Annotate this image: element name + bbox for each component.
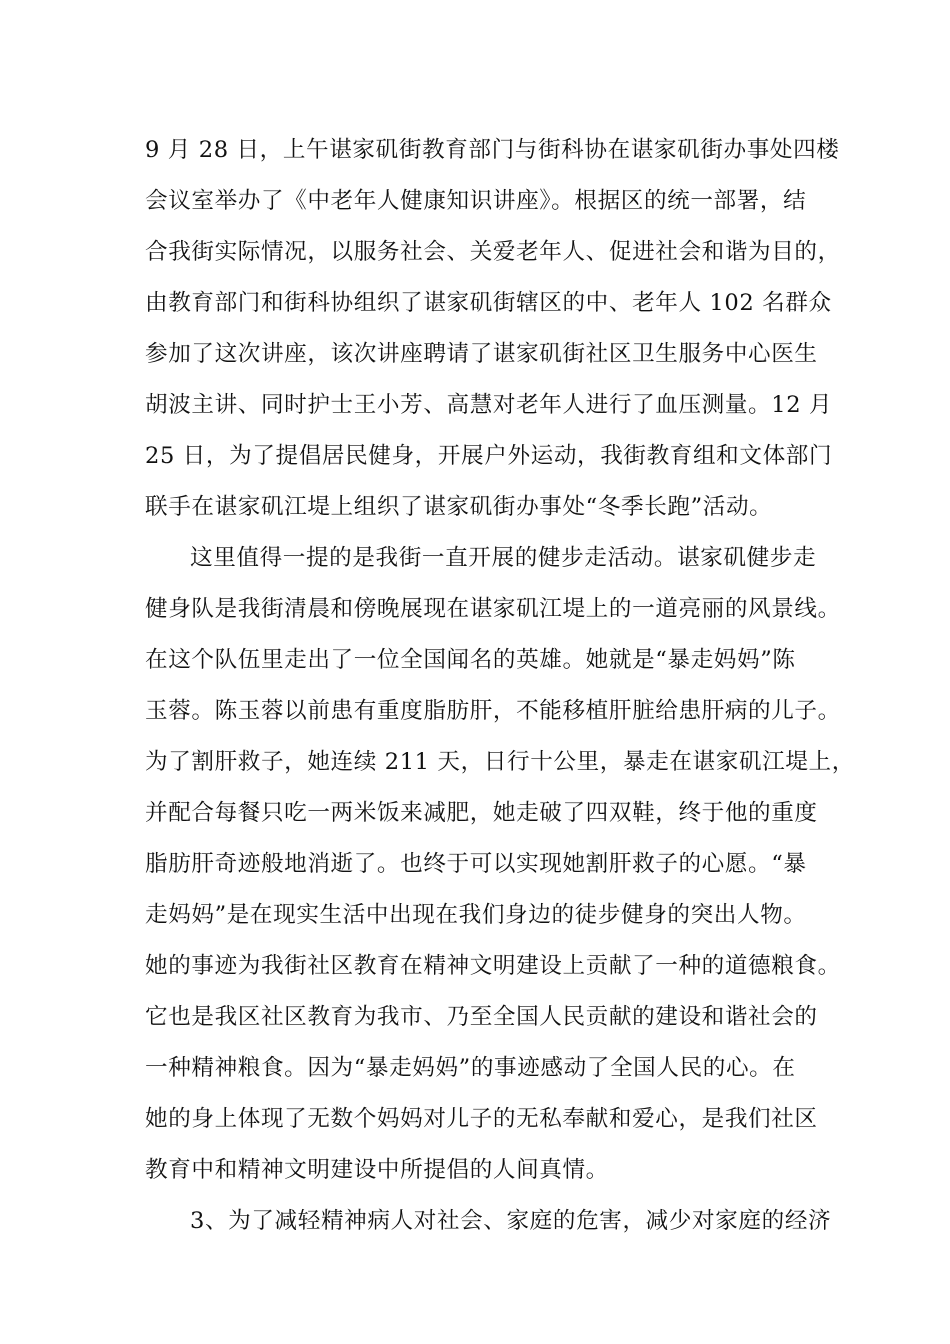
text-line: 一种精神粮食。因为“暴走妈妈”的事迹感动了全国人民的心。在 [145, 1055, 796, 1081]
paragraph-first-line: 3、为了减轻精神病人对社会、家庭的危害，减少对家庭的经济 [190, 1208, 832, 1234]
text-line: 并配合每餐只吃一两米饭来减肥，她走破了四双鞋，终于他的重度 [145, 800, 818, 826]
paragraph-first-line: 这里值得一提的是我街一直开展的健步走活动。谌家矶健步走 [190, 545, 817, 571]
text-line: 胡波主讲、同时护士王小芳、高慧对老年人进行了血压测量。12 月 [145, 392, 833, 418]
text-line: 参加了这次讲座，该次讲座聘请了谌家矶街社区卫生服务中心医生 [145, 341, 818, 367]
text-line: 由教育部门和街科协组织了谌家矶街辖区的中、老年人 102 名群众 [145, 290, 832, 316]
text-line: 教育中和精神文明建设中所提倡的人间真情。 [145, 1157, 609, 1183]
text-line: 会议室举办了《中老年人健康知识讲座》。根据区的统一部署，结 [145, 188, 807, 214]
text-line: 为了割肝救子，她连续 211 天，日行十公里，暴走在谌家矶江堤上， [145, 749, 855, 775]
text-line: 联手在谌家矶江堤上组织了谌家矶街办事处“冬季长跑”活动。 [145, 494, 773, 520]
text-line: 脂肪肝奇迹般地消逝了。也终于可以实现她割肝救子的心愿。“暴 [145, 851, 807, 877]
text-line: 它也是我区社区教育为我市、乃至全国人民贡献的建设和谐社会的 [145, 1004, 818, 1030]
text-line: 走妈妈”是在现实生活中出现在我们身边的徒步健身的突出人物。 [145, 902, 807, 928]
text-line: 25 日，为了提倡居民健身，开展户外运动，我街教育组和文体部门 [145, 443, 833, 469]
text-line: 健身队是我街清晨和傍晚展现在谌家矶江堤上的一道亮丽的风景线。 [145, 596, 841, 622]
text-line: 玉蓉。陈玉蓉以前患有重度脂肪肝，不能移植肝脏给患肝病的儿子。 [145, 698, 841, 724]
text-line: 她的事迹为我街社区教育在精神文明建设上贡献了一种的道德粮食。 [145, 953, 841, 979]
text-line: 在这个队伍里走出了一位全国闻名的英雄。她就是“暴走妈妈”陈 [145, 647, 796, 673]
text-line: 9 月 28 日，上午谌家矶街教育部门与街科协在谌家矶街办事处四楼 [145, 137, 840, 163]
text-line: 她的身上体现了无数个妈妈对儿子的无私奉献和爱心，是我们社区 [145, 1106, 818, 1132]
text-line: 合我街实际情况，以服务社会、关爱老年人、促进社会和谐为目的， [145, 239, 841, 265]
